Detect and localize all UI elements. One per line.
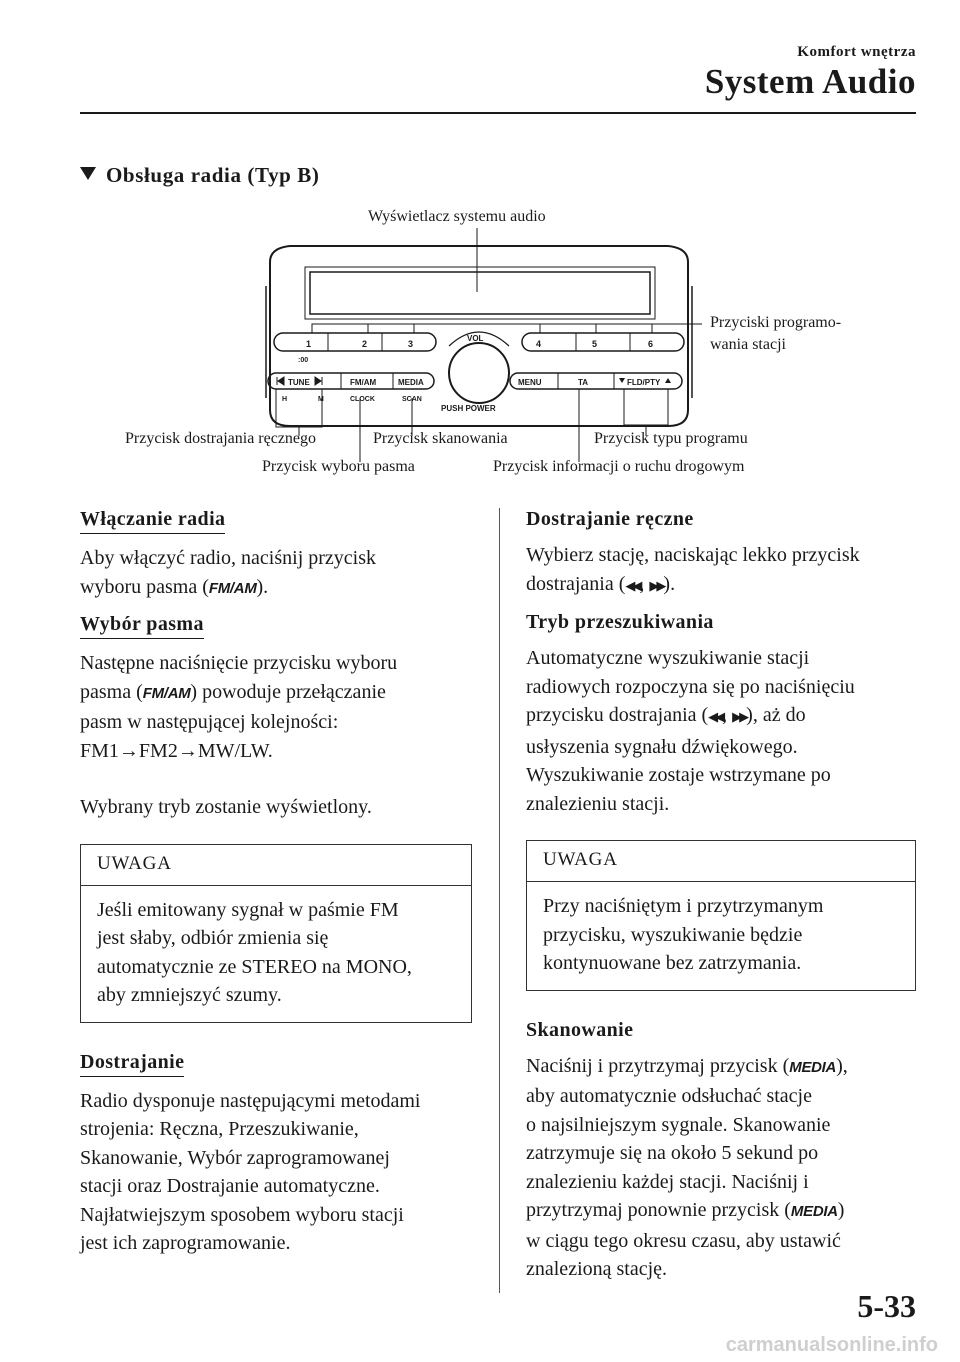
note-line: przycisku, wyszukiwanie będzie <box>543 923 803 946</box>
clock-sub-label: :00 <box>298 357 309 364</box>
fldpty-label: FLD/PTY <box>627 378 661 387</box>
text-line: ) <box>837 1199 845 1221</box>
media-label: MEDIA <box>398 378 424 387</box>
heading-wlaczanie: Włączanie radia <box>80 508 225 534</box>
left-column <box>80 508 472 1258</box>
callout-preset-line2: wania stacji <box>710 336 786 353</box>
section-title <box>80 163 320 188</box>
text-line: , <box>722 704 733 726</box>
callout-manual-tune: Przycisk dostrajania ręcznego <box>125 430 317 447</box>
text-line: Automatyczne wyszukiwanie stacji <box>526 647 810 669</box>
fmam-label: FM/AM <box>350 378 377 387</box>
fmam-button-glyph: FM/AM <box>208 579 257 597</box>
watermark: carmanualsonline.info <box>725 1334 938 1356</box>
text-line: dostrajania ( <box>526 572 626 595</box>
preset-4-label: 4 <box>536 339 542 349</box>
ta-label: TA <box>578 378 589 387</box>
para-wlaczanie <box>80 544 472 603</box>
callout-traffic: Przycisk informacji o ruchu drogowym <box>493 458 745 475</box>
note-title: UWAGA <box>81 845 471 886</box>
text-line: Aby włączyć radio, naciśnij przycisk <box>80 547 377 569</box>
triangle-down-icon <box>80 167 96 180</box>
text-line: ) powoduje przełączanie <box>190 680 386 703</box>
page-number: 5-33 <box>857 1288 916 1324</box>
radio-display <box>310 272 650 314</box>
header-subtitle: Komfort wnętrza <box>797 44 916 60</box>
preset-group-right <box>522 333 684 351</box>
text-line: ). <box>663 572 676 595</box>
media-button-glyph: MEDIA <box>789 1058 837 1076</box>
text-line: znalezieniu każdej stacji. Naciśnij i <box>526 1170 809 1193</box>
callout-band: Przycisk wyboru pasma <box>262 458 415 475</box>
note-body <box>81 886 471 1022</box>
text-line: Wybierz stację, naciskając lekko przycisk <box>526 544 860 566</box>
radio-diagram <box>0 200 960 490</box>
sub-h-label: H <box>282 396 288 403</box>
text-line: strojenia: Ręczna, Przeszukiwanie, <box>80 1118 359 1140</box>
right-column <box>526 508 916 1284</box>
skip-back-icon: ◀◀ <box>708 710 723 725</box>
note-line: aby zmniejszyć szumy. <box>97 984 282 1006</box>
text-line: zatrzymuje się na około 5 sekund po <box>526 1142 819 1164</box>
skip-forward-icon <box>315 377 322 385</box>
note-line: Przy naciśniętym i przytrzymanym <box>543 895 824 917</box>
heading-przeszukiwanie: Tryb przeszukiwania <box>526 611 714 633</box>
text-line: usłyszenia sygnału dźwiękowego. <box>526 735 798 758</box>
text-line: znalezioną stację. <box>526 1258 668 1280</box>
text-line: znalezieniu stacji. <box>526 792 670 815</box>
text-line: ). <box>256 575 269 598</box>
callout-preset-line1: Przyciski programo- <box>710 314 842 331</box>
note-title: UWAGA <box>527 841 915 882</box>
menu-label: MENU <box>518 378 542 387</box>
note-box-1 <box>80 844 472 1023</box>
text-line: o najsilniejszym sygnale. Skanowanie <box>526 1113 831 1136</box>
para-dostrajanie <box>80 1087 472 1258</box>
text-line: przytrzymaj ponownie przycisk ( <box>526 1199 791 1221</box>
preset-2-label: 2 <box>362 339 368 349</box>
sub-clock-label: CLOCK <box>350 396 375 403</box>
text-line: , <box>639 572 650 595</box>
text-line: ), <box>836 1054 848 1077</box>
preset-3-label: 3 <box>408 339 414 349</box>
header-title: System Audio <box>704 62 916 101</box>
text-line: radiowych rozpoczyna się po naciśnięciu <box>526 675 855 698</box>
text-line: pasma ( <box>80 680 143 703</box>
para-przeszukiwanie <box>526 644 916 818</box>
skip-forward-icon: ▶▶ <box>649 578 664 594</box>
skip-back-icon: ◀◀ <box>625 578 640 594</box>
preset-1-label: 1 <box>306 339 312 349</box>
text-line: przycisku dostrajania ( <box>526 704 709 726</box>
text-line: wyboru pasma ( <box>80 575 209 598</box>
sub-scan-label: SCAN <box>402 396 422 403</box>
callout-display: Wyświetlacz systemu audio <box>368 208 546 225</box>
note-box-2 <box>526 840 916 991</box>
sub-m-label: M <box>318 396 324 403</box>
text-line: stacji oraz Dostrajanie automatyczne. <box>80 1175 380 1197</box>
text-line: jest ich zaprogramowanie. <box>80 1232 291 1254</box>
skip-forward-icon: ▶▶ <box>732 710 747 725</box>
heading-wybor: Wybór pasma <box>80 613 204 639</box>
tune-label: TUNE <box>288 378 310 387</box>
push-power-label: PUSH POWER <box>441 404 496 413</box>
section-title-text: Obsługa radia (Typ B) <box>106 163 320 187</box>
heading-reczne: Dostrajanie ręczne <box>526 508 694 530</box>
text-line: pasm w następującej kolejności: <box>80 711 339 733</box>
text-line: FM1→FM2→MW/LW. <box>80 739 273 762</box>
note-body <box>527 882 915 990</box>
text-line: aby automatycznie odsłuchać stacje <box>526 1085 812 1107</box>
triangle-down-small-icon <box>619 378 625 383</box>
text-line: Naciśnij i przytrzymaj przycisk ( <box>526 1054 790 1077</box>
callout-program-type: Przycisk typu programu <box>594 430 748 447</box>
text-line: w ciągu tego okresu czasu, aby ustawić <box>526 1229 841 1252</box>
para-wybor <box>80 649 472 765</box>
text-line: Najłatwiejszym sposobem wyboru stacji <box>80 1203 404 1226</box>
note-line: automatycznie ze STEREO na MONO, <box>97 955 412 978</box>
vol-label: VOL <box>467 334 484 343</box>
heading-dostrajanie: Dostrajanie <box>80 1051 184 1077</box>
triangle-up-small-icon <box>665 378 671 383</box>
media-button-glyph: MEDIA <box>790 1203 838 1220</box>
text-line: Wyszukiwanie zostaje wstrzymane po <box>526 764 831 786</box>
note-line: jest słaby, odbiór zmienia się <box>97 927 329 949</box>
column-divider <box>499 508 500 1293</box>
heading-skanowanie: Skanowanie <box>526 1018 634 1041</box>
header-rule <box>80 112 916 114</box>
note-line: kontynuowane bez zatrzymania. <box>543 952 802 974</box>
text-line: Radio dysponuje następującymi metodami <box>80 1089 421 1112</box>
skip-back-icon <box>277 377 284 385</box>
preset-5-label: 5 <box>592 339 598 349</box>
text-line: Następne naciśnięcie przycisku wyboru <box>80 652 398 674</box>
text-line: ), aż do <box>746 704 806 726</box>
note-line: Jeśli emitowany sygnał w paśmie FM <box>97 898 399 921</box>
text-line: Skanowanie, Wybór zaprogramowanej <box>80 1146 390 1169</box>
para-reczne <box>526 541 916 601</box>
preset-6-label: 6 <box>648 339 654 349</box>
fmam-button-glyph: FM/AM <box>142 684 191 702</box>
volume-knob <box>449 343 509 403</box>
para-skanowanie <box>526 1052 916 1284</box>
para-wybrany: Wybrany tryb zostanie wyświetlony. <box>80 796 372 818</box>
callout-scan: Przycisk skanowania <box>373 430 508 447</box>
